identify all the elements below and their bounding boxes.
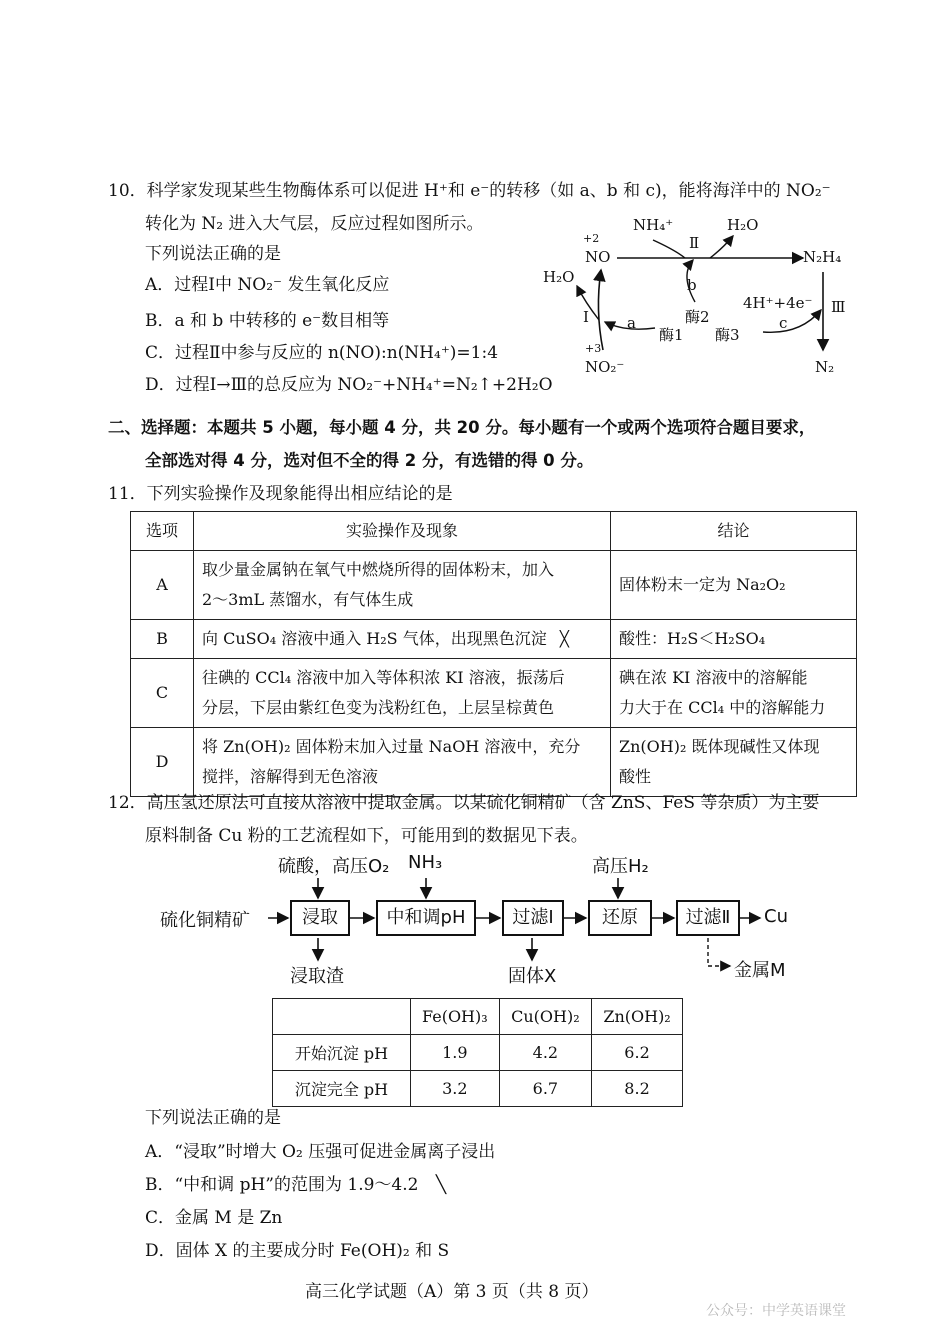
- diagram-ox-no: +2: [583, 232, 600, 245]
- row-d-con-line1: Zn(OH)₂ 既体现碱性又体现: [619, 737, 820, 756]
- row-d-operation: [194, 728, 611, 797]
- q12-prompt: 下列说法正确的是: [145, 1108, 281, 1128]
- handwritten-mark: ╳: [559, 630, 569, 648]
- row-c-con-line2: 力大于在 CCl₄ 中的溶解能力: [619, 698, 826, 717]
- q12-ph-table: [272, 998, 683, 1107]
- table-row: [131, 620, 857, 659]
- q10-prompt: 下列说法正确的是: [145, 244, 281, 264]
- row-d-op-line2: 搅拌，溶解得到无色溶液: [202, 767, 379, 786]
- header-operation: 实验操作及现象: [194, 512, 611, 551]
- ph-cell: 1.9: [411, 1035, 500, 1071]
- diagram-ox-no2: +3: [585, 342, 602, 355]
- q10-stem-line1: 10．科学家发现某些生物酶体系可以促进 H⁺和 e⁻的转移（如 a、b 和 c)，能将海洋中的 NO₂⁻: [108, 181, 831, 201]
- q10-option-c: C．过程Ⅱ中参与反应的 n(NO):n(NH₄⁺)=1:4: [145, 343, 499, 363]
- q12-stem-line2: 原料制备 Cu 粉的工艺流程如下，可能用到的数据见下表。: [145, 826, 588, 846]
- row-a-conclusion: 固体粉末一定为 Na₂O₂: [611, 551, 857, 620]
- diagram-b: b: [687, 276, 697, 294]
- row-b-option: B: [131, 620, 194, 659]
- q12-option-c: C．金属 M 是 Zn: [145, 1208, 283, 1228]
- q11-stem: 11．下列实验操作及现象能得出相应结论的是: [108, 484, 453, 504]
- row-c-option: C: [131, 659, 194, 728]
- row-c-op-line2: 分层，下层由紫红色变为浅粉红色，上层呈棕黄色: [202, 698, 555, 717]
- table-row: [131, 728, 857, 797]
- diagram-c: c: [779, 314, 788, 332]
- flow-reagent-nh3: NH₃: [408, 852, 443, 873]
- flow-box-filter1: 过滤Ⅰ: [502, 900, 564, 936]
- q10-reaction-diagram: [535, 210, 865, 385]
- flow-input: 硫化铜精矿: [160, 910, 250, 931]
- diagram-step-1: Ⅰ: [583, 308, 589, 326]
- table-row: [131, 551, 857, 620]
- ph-cell: 6.2: [592, 1035, 683, 1071]
- diagram-enzyme3: 酶3: [715, 326, 740, 344]
- diagram-nh4: NH₄⁺: [633, 216, 674, 234]
- diagram-n2: N₂: [815, 358, 835, 376]
- row-d-option: D: [131, 728, 194, 797]
- q12-option-d: D．固体 X 的主要成分时 Fe(OH)₂ 和 S: [145, 1241, 450, 1261]
- q12-option-a: A．“浸取”时增大 O₂ 压强可促进金属离子浸出: [145, 1142, 496, 1162]
- row-c-operation: [194, 659, 611, 728]
- flow-residue: 浸取渣: [290, 966, 344, 987]
- q12-option-b-text: B．“中和调 pH”的范围为 1.9～4.2: [145, 1175, 419, 1195]
- row-c-conclusion: [611, 659, 857, 728]
- row-c-con-line1: 碘在浓 KI 溶液中的溶解能: [619, 668, 808, 687]
- diagram-step-2: Ⅱ: [689, 234, 700, 252]
- header-conclusion: 结论: [611, 512, 857, 551]
- diagram-step-3: Ⅲ: [831, 298, 846, 316]
- diagram-a: a: [627, 314, 636, 332]
- diagram-enzyme2: 酶2: [685, 308, 710, 326]
- header-option: 选项: [131, 512, 194, 551]
- diagram-no: NO: [585, 248, 611, 266]
- q12-stem-line1: 12．高压氢还原法可直接从溶液中提取金属。以某硫化铜精矿（含 ZnS、FeS 等杂质）为主要: [108, 793, 820, 813]
- ph-row-complete-label: 沉淀完全 pH: [273, 1071, 411, 1107]
- ph-cell: 3.2: [411, 1071, 500, 1107]
- flow-box-leach: 浸取: [290, 900, 350, 936]
- flow-output: Cu: [764, 906, 788, 927]
- row-b-conclusion: 酸性：H₂S＜H₂SO₄: [611, 620, 857, 659]
- row-a-op-line2: 2～3mL 蒸馏水，有气体生成: [202, 590, 414, 609]
- q10-option-d: D．过程Ⅰ→Ⅲ的总反应为 NO₂⁻+NH₄⁺=N₂↑+2H₂O: [145, 375, 553, 395]
- diagram-n2h4: N₂H₄: [803, 248, 842, 266]
- diagram-h2o-top: H₂O: [727, 216, 759, 234]
- row-a-op-line1: 取少量金属钠在氧气中燃烧所得的固体粉末，加入: [202, 560, 555, 579]
- ph-cell: 6.7: [499, 1071, 591, 1107]
- ph-row-start-label: 开始沉淀 pH: [273, 1035, 411, 1071]
- row-a-operation: [194, 551, 611, 620]
- q10-option-a: A．过程Ⅰ中 NO₂⁻ 发生氧化反应: [145, 275, 390, 295]
- q10-stem-line2: 转化为 N₂ 进入大气层，反应过程如图所示。: [145, 214, 484, 234]
- q10-option-b: B．a 和 b 中转移的 e⁻数目相等: [145, 311, 390, 331]
- section2-line2: 全部选对得 4 分，选对但不全的得 2 分，有选错的得 0 分。: [145, 451, 594, 470]
- q11-table: [130, 511, 857, 797]
- section2-line1: 二、选择题：本题共 5 小题，每小题 4 分，共 20 分。每小题有一个或两个选项符合题目要求，: [108, 418, 816, 437]
- q12-process-flow: [160, 848, 810, 988]
- row-d-op-line1: 将 Zn(OH)₂ 固体粉末加入过量 NaOH 溶液中，充分: [202, 737, 581, 756]
- flow-metal-m: 金属M: [734, 960, 786, 981]
- flow-reagent-h2: 高压H₂: [592, 856, 649, 877]
- flow-reagent-acid-o2: 硫酸，高压O₂: [278, 856, 390, 877]
- flow-box-filter2: 过滤Ⅱ: [676, 900, 740, 936]
- ph-header-fe: Fe(OH)₃: [411, 999, 500, 1035]
- q12-option-b: [145, 1174, 446, 1196]
- table-header-row: [273, 999, 683, 1035]
- ph-header-blank: [273, 999, 411, 1035]
- diagram-enzyme1: 酶1: [659, 326, 684, 344]
- row-b-operation: [194, 620, 611, 659]
- ph-header-cu: Cu(OH)₂: [499, 999, 591, 1035]
- diagram-no2: NO₂⁻: [585, 358, 625, 376]
- ph-cell: 8.2: [592, 1071, 683, 1107]
- table-row: [273, 1071, 683, 1107]
- ph-cell: 4.2: [499, 1035, 591, 1071]
- page-footer: 高三化学试题（A）第 3 页（共 8 页）: [305, 1282, 599, 1302]
- handwritten-mark: ╲: [435, 1175, 447, 1195]
- flow-box-reduce: 还原: [588, 900, 652, 936]
- watermark: 公众号：中学英语课堂: [706, 1303, 846, 1319]
- flow-box-neutralize: 中和调pH: [376, 900, 476, 936]
- flow-solid-x: 固体X: [508, 966, 557, 987]
- diagram-h2o-left: H₂O: [543, 268, 575, 286]
- diagram-c-eq: 4H⁺+4e⁻: [743, 294, 813, 312]
- row-a-option: A: [131, 551, 194, 620]
- table-header-row: [131, 512, 857, 551]
- ph-header-zn: Zn(OH)₂: [592, 999, 683, 1035]
- table-row: [131, 659, 857, 728]
- row-b-op-line1: 向 CuSO₄ 溶液中通入 H₂S 气体，出现黑色沉淀: [202, 629, 547, 648]
- row-d-conclusion: [611, 728, 857, 797]
- row-c-op-line1: 往碘的 CCl₄ 溶液中加入等体积浓 KI 溶液，振荡后: [202, 668, 565, 687]
- row-d-con-line2: 酸性: [619, 767, 652, 786]
- table-row: [273, 1035, 683, 1071]
